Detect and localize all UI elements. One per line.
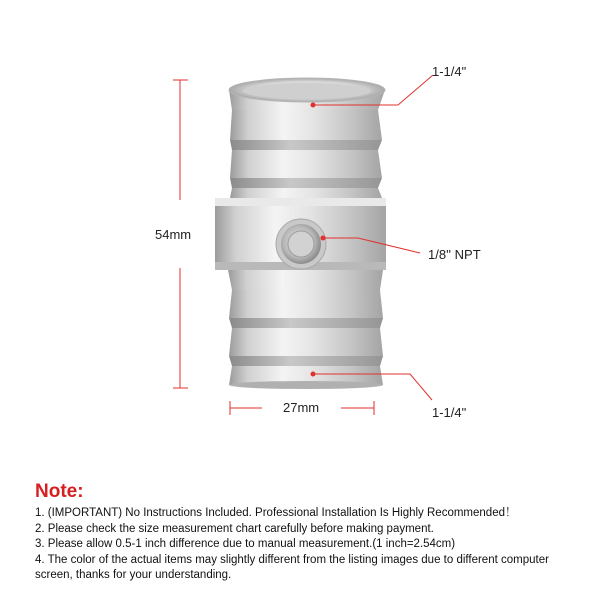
npt-port — [276, 219, 326, 269]
note-title: Note: — [35, 481, 84, 502]
bottom-size-label: 1-1/4" — [432, 405, 467, 420]
port-size-label: 1/8'' NPT — [428, 247, 481, 262]
note-list — [35, 506, 580, 584]
lower-barb — [228, 270, 383, 389]
upper-barb — [229, 78, 385, 198]
width-label: 27mm — [283, 400, 320, 415]
note-item: 3. Please allow 0.5-1 inch difference due to manual measurement.(1 inch=2.54cm) — [35, 538, 456, 550]
height-label: 54mm — [155, 227, 192, 242]
note-item: 2. Please check the size measurement chart carefully before making payment. — [35, 522, 434, 535]
top-size-label: 1-1/4" — [432, 64, 467, 79]
note-item: 1. (IMPORTANT) No Instructions Included. Professional Installation Is Highly Recommended！ — [35, 507, 517, 519]
note-item: 4. The color of the actual items may slightly different from the listing images due to different computer screen, thanks for your understanding. — [35, 553, 549, 581]
